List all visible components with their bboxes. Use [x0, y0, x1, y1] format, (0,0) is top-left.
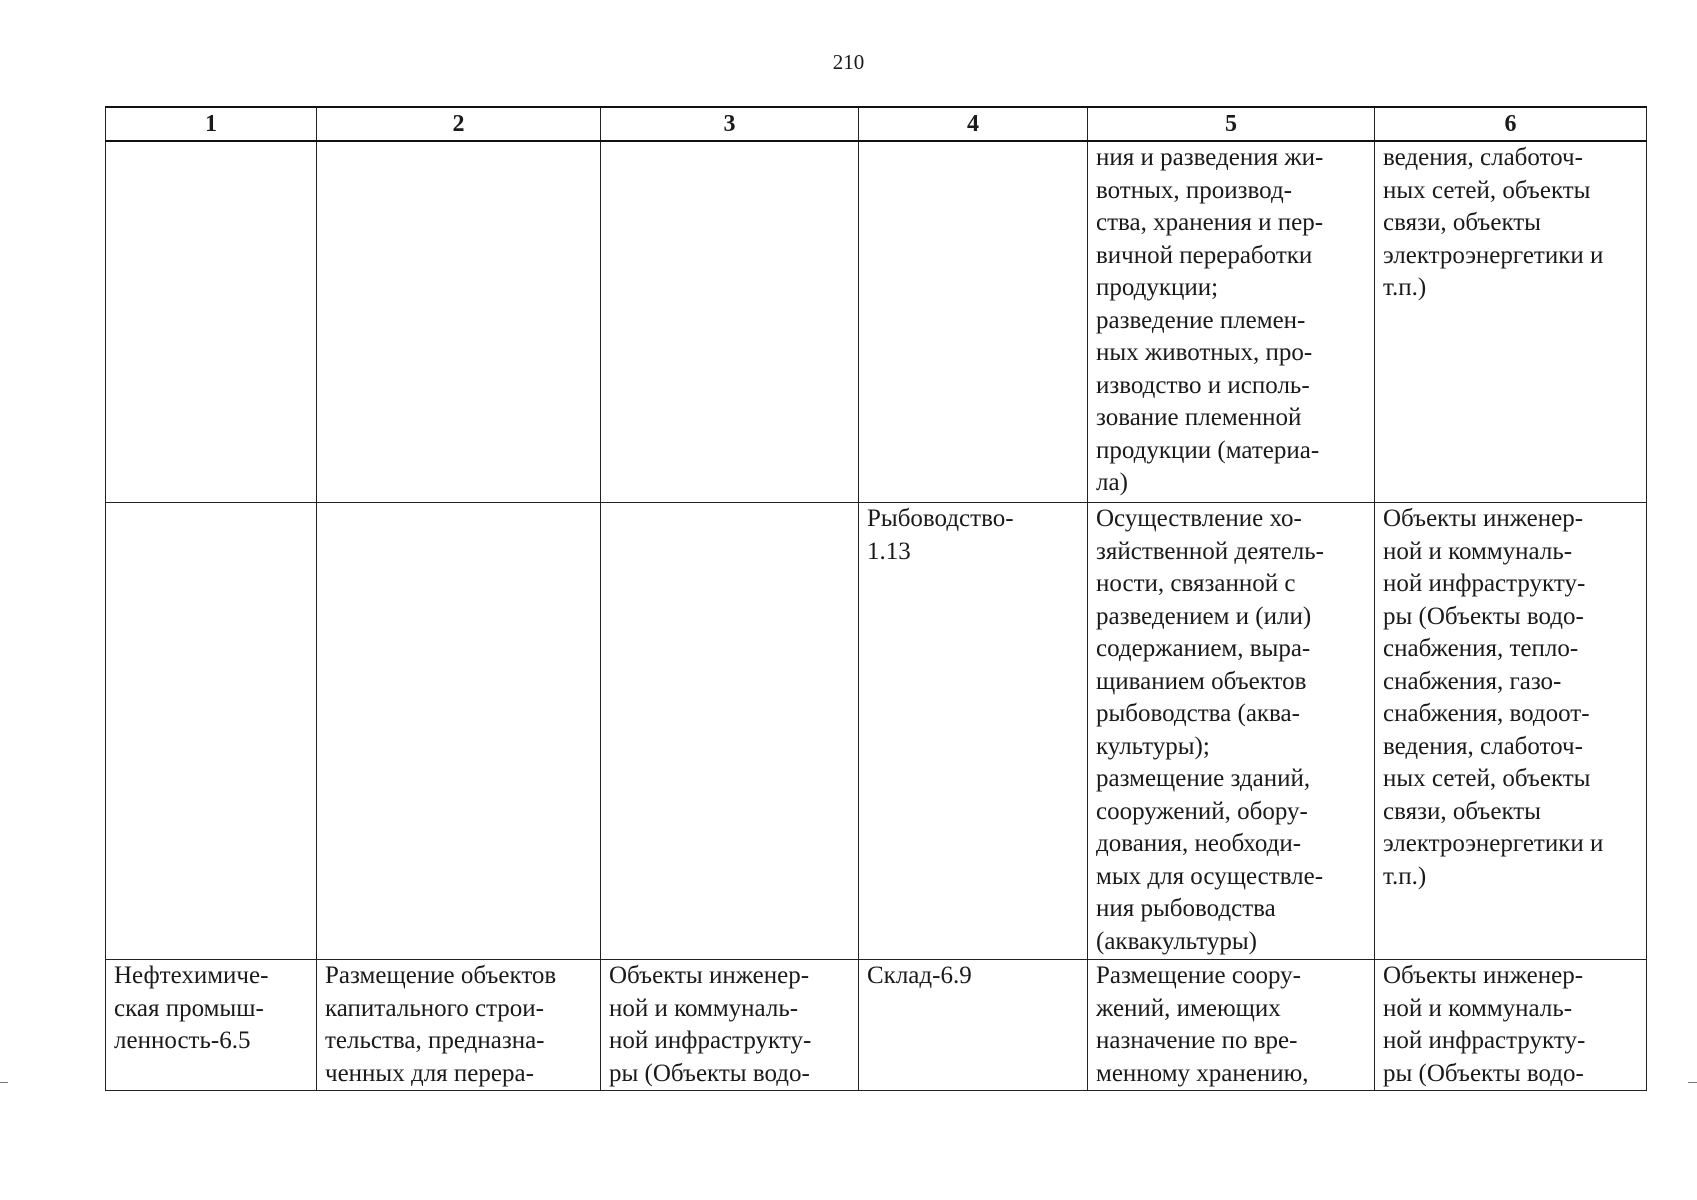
table-row — [106, 141, 1647, 503]
column-header-5: 5 — [1088, 107, 1375, 141]
cell-text: Склад-6.9 — [867, 962, 972, 989]
table-cell — [317, 503, 601, 960]
page-number: 210 — [832, 50, 865, 74]
column-header-4: 4 — [859, 107, 1088, 141]
column-header-6: 6 — [1375, 107, 1647, 141]
table-cell — [317, 960, 601, 1091]
table-cell — [1088, 141, 1375, 503]
table-cell — [601, 960, 859, 1091]
cell-text: Рыбоводство- 1.13 — [867, 505, 1014, 565]
cell-text: Размещение объектов капитального строи- тельства, предназна- ченных для перера- — [325, 962, 557, 1087]
table-cell — [1375, 141, 1647, 503]
cell-text: Объекты инженер- ной и коммуналь- ной инфраструкту- ры (Объекты водо- снабжения, тепло- снабжения, газо- снабжения, водоот- ведения, слаботоч- ных сетей, объекты связи, объекты электроэнергетики и т.п.) — [1383, 505, 1604, 890]
table-cell — [601, 503, 859, 960]
cell-text: Нефтехимиче- ская промыш- ленность-6.5 — [114, 962, 269, 1054]
table-cell — [1375, 503, 1647, 960]
column-header-3: 3 — [601, 107, 859, 141]
table-row — [106, 503, 1647, 960]
table-cell — [317, 141, 601, 503]
table-cell — [859, 960, 1088, 1091]
table-cell — [1088, 960, 1375, 1091]
table-cell — [1375, 960, 1647, 1091]
land-use-table — [105, 106, 1647, 1091]
table-row — [106, 960, 1647, 1091]
cell-text: Осуществление хо- зяйственной деятель- ности, связанной с разведением и (или) содержанием, выра- щиванием объектов рыбоводства (аква- культуры); размещение зданий, сооружений, обору- дования, необходи- мых для осуществле- ния рыбоводства (аквакультуры) — [1096, 505, 1324, 955]
scan-edge-mark-right — [1688, 1082, 1697, 1083]
table-cell — [106, 960, 317, 1091]
cell-text: Объекты инженер- ной и коммуналь- ной инфраструкту- ры (Объекты водо- — [1383, 962, 1586, 1087]
scan-edge-mark-left — [0, 1082, 8, 1083]
column-header-1: 1 — [106, 107, 317, 141]
table-cell — [859, 141, 1088, 503]
column-header-2: 2 — [317, 107, 601, 141]
cell-text: Объекты инженер- ной и коммуналь- ной инфраструкту- ры (Объекты водо- — [609, 962, 812, 1087]
cell-text: ния и разведения жи- вотных, производ- ства, хранения и пер- вичной переработки продукции; разведение племен- ных животных, про- изводство и исполь- зование племенной продукции (материа- ла) — [1096, 144, 1324, 496]
table-cell — [601, 141, 859, 503]
cell-text: ведения, слаботоч- ных сетей, объекты связи, объекты электроэнергетики и т.п.) — [1383, 144, 1604, 301]
table-cell — [1088, 503, 1375, 960]
table-cell — [106, 141, 317, 503]
cell-text: Размещение соору- жений, имеющих назначение по вре- менному хранению, — [1096, 962, 1309, 1087]
table-cell — [859, 503, 1088, 960]
table-cell — [106, 503, 317, 960]
table-header-row — [106, 107, 1647, 141]
